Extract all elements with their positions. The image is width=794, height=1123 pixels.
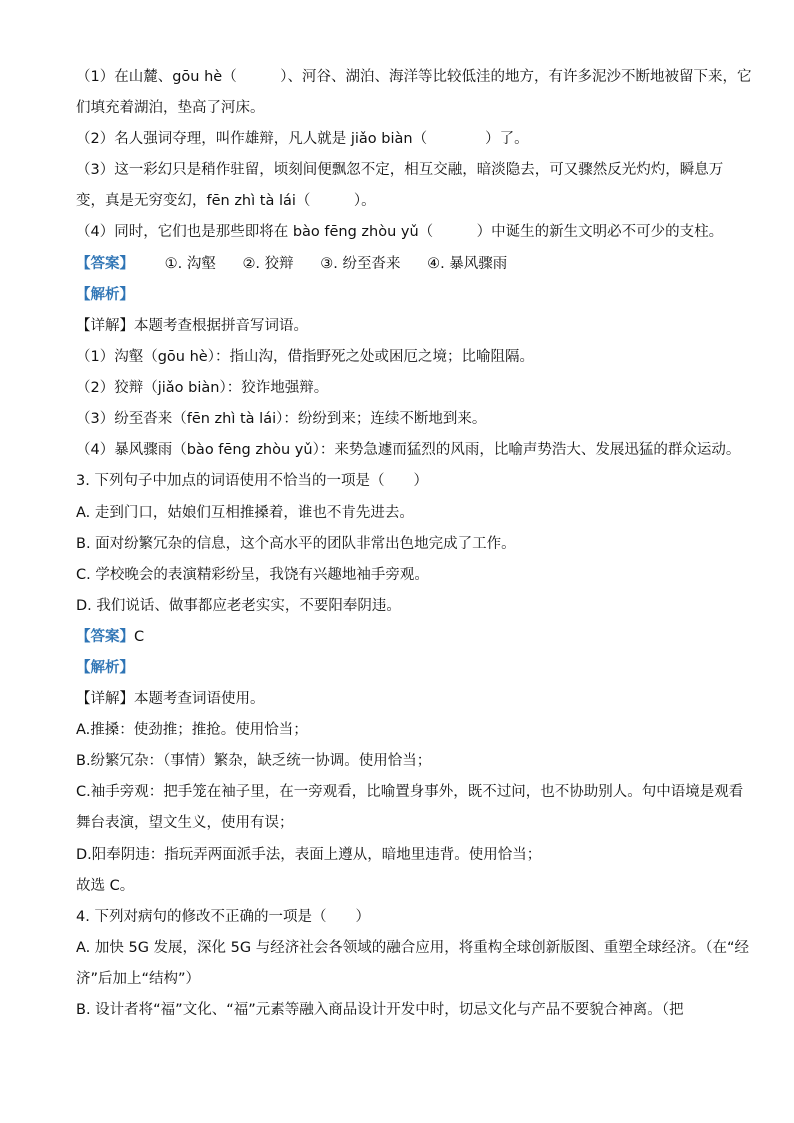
analysis-line: B.纷繁冗杂：（事情）繁杂，缺乏统一协调。使用恰当；: [76, 753, 432, 769]
q2-item-1-line-2: 们填充着湖泊，垫高了河床。: [76, 100, 265, 116]
analysis-line: （4）暴风骤雨（bào fēng zhòu yǔ）：来势急遽而猛烈的风雨，比喻声势浩大、发展迅猛的群众运动。: [76, 442, 741, 458]
q2-item-1-line-1: （1）在山麓、gōu hè（ ）、河谷、湖泊、海洋等比较低洼的地方，有许多泥沙不断地被留下来，它: [76, 69, 752, 85]
answer-item: ②. 狡辩: [242, 256, 294, 272]
analysis-line: 【详解】本题考查根据拼音写词语。: [76, 318, 308, 334]
q4-stem: 4. 下列对病句的修改不正确的一项是（ ）: [76, 909, 370, 925]
analysis-line: 舞台表演，望文生义，使用有误；: [76, 815, 294, 831]
analysis-line: C.袖手旁观：把手笼在袖子里，在一旁观看，比喻置身事外，既不过问，也不协助别人。句中语境是观看: [76, 784, 744, 800]
analysis-line: 故选 C。: [76, 878, 135, 894]
q2-item-3-line-1: （3）这一彩幻只是稍作驻留，顷刻间便飘忽不定，相互交融，暗淡隐去，可又骤然反光灼灼，瞬息万: [76, 162, 724, 178]
answer-line-q2: [76, 254, 714, 274]
q3-option-b: B. 面对纷繁冗杂的信息，这个高水平的团队非常出色地完成了工作。: [76, 536, 516, 552]
analysis-tag: 【解析】: [76, 287, 134, 303]
q2-item-3-line-2: 变，真是无穷变幻，fēn zhì tà lái（ ）。: [76, 193, 376, 209]
q3-stem: 3. 下列句子中加点的词语使用不恰当的一项是（ ）: [76, 473, 428, 489]
analysis-line: （3）纷至沓来（fēn zhì tà lái）：纷纷到来；连续不断地到来。: [76, 411, 487, 427]
analysis-line: D.阳奉阴违：指玩弄两面派手法，表面上遵从，暗地里违背。使用恰当；: [76, 847, 542, 863]
answer-tag: 【答案】: [76, 629, 134, 645]
answer-item: ③. 纷至沓来: [320, 256, 401, 272]
analysis-line: 【详解】本题考查词语使用。: [76, 691, 265, 707]
analysis-heading-q2: [76, 285, 714, 305]
q2-item-4: （4）同时，它们也是那些即将在 bào fēng zhòu yǔ（ ）中诞生的新生文明必不可少的支柱。: [76, 224, 724, 240]
analysis-heading-q3: [76, 658, 714, 678]
q3-option-c: C. 学校晚会的表演精彩纷呈，我饶有兴趣地袖手旁观。: [76, 567, 429, 583]
q4-option-a-line-1: A. 加快 5G 发展，深化 5G 与经济社会各领域的融合应用，将重构全球创新版图、重塑全球经济。（在“经: [76, 940, 750, 956]
q4-option-b: B. 设计者将“福”文化、“福”元素等融入商品设计开发中时，切忌文化与产品不要貌合神离。（把: [76, 1002, 684, 1018]
answer-value: C: [134, 629, 145, 645]
answer-item: ①. 沟壑: [164, 256, 216, 272]
analysis-line: A.推搡：使劲推；推抢。使用恰当；: [76, 722, 308, 738]
q4-option-a-line-2: 济”后加上“结构”）: [76, 971, 201, 987]
q2-item-2: （2）名人强词夺理，叫作雄辩，凡人就是 jiǎo biàn（ ）了。: [76, 131, 529, 147]
analysis-tag: 【解析】: [76, 660, 134, 676]
answer-tag: 【答案】: [76, 256, 134, 272]
answer-item: ④. 暴风骤雨: [427, 256, 508, 272]
q3-option-d: D. 我们说话、做事都应老老实实，不要阳奉阴违。: [76, 598, 401, 614]
analysis-line: （2）狡辩（jiǎo biàn）：狡诈地强辩。: [76, 380, 329, 396]
answer-line-q3: [76, 627, 714, 647]
q3-option-a: A. 走到门口，姑娘们互相推搡着，谁也不肯先进去。: [76, 505, 414, 521]
analysis-line: （1）沟壑（gōu hè）：指山沟，借指野死之处或困厄之境；比喻阻隔。: [76, 349, 534, 365]
